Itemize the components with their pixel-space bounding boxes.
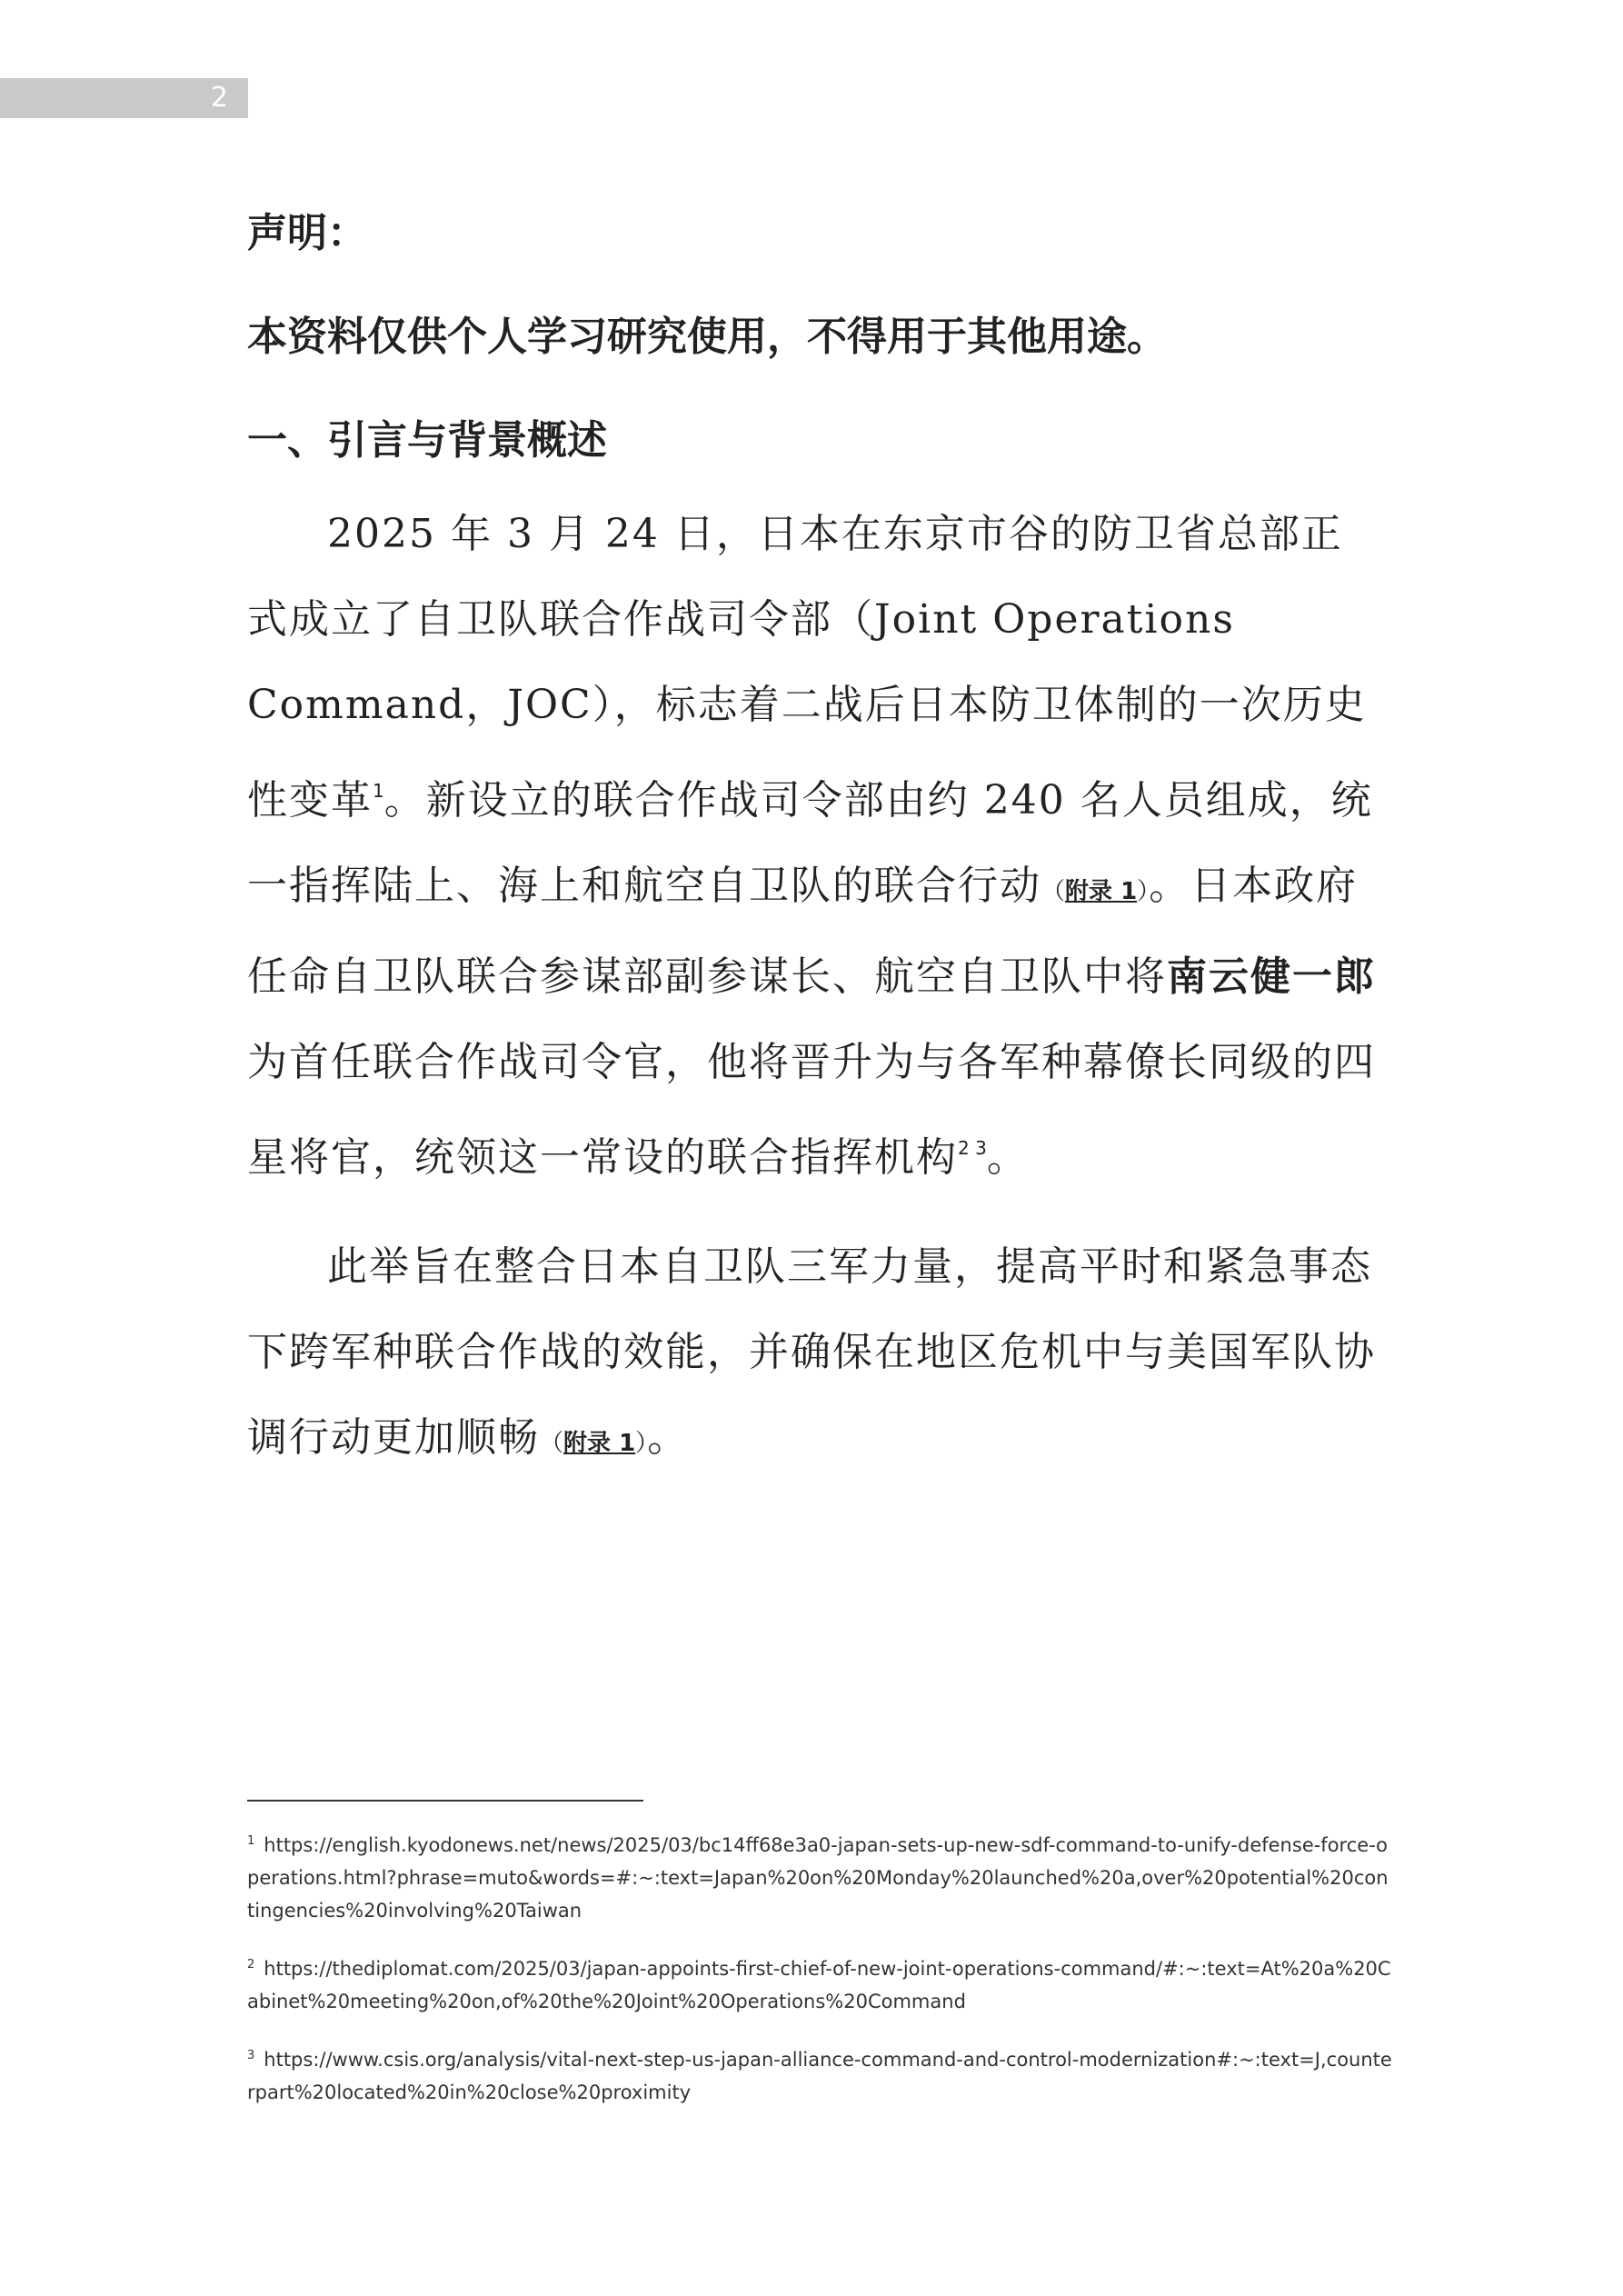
- footnote-ref-3[interactable]: 3: [975, 1137, 987, 1159]
- page-number: 2: [210, 82, 228, 114]
- footnote-2: [247, 1949, 1392, 2018]
- page-number-tab: [0, 78, 248, 118]
- para2-text-1: 此举旨在整合日本自卫队三军力量，提高平时和紧急事态下跨军种联合作战的效能，并确保在地区危机中与美国军队协调行动更加顺畅: [247, 1243, 1376, 1461]
- footnote-ref-1[interactable]: 1: [373, 780, 384, 802]
- appendix-ref-2[interactable]: （附录 1）: [540, 1430, 648, 1457]
- footnote-divider: [247, 1800, 643, 1802]
- footnote-mark: 1: [247, 1834, 255, 1848]
- footnote-ref-2[interactable]: 2: [958, 1137, 970, 1159]
- footnote-link[interactable]: https://thediplomat.com/2025/03/japan-appoints-first-chief-of-new-joint-operations-command/#:~:text=At%20a%20Cabinet%20meeting%20on,of%20the%20Joint%20Operations%20Command: [247, 1958, 1391, 2012]
- footnote-link[interactable]: https://www.csis.org/analysis/vital-next-step-us-japan-alliance-command-and-control-modernization#:~:text=J,counterpart%20located%20in%20close%20proximity: [247, 2049, 1392, 2103]
- commander-name: 南云健一郎: [1167, 953, 1376, 1000]
- footnote-3: [247, 2040, 1392, 2109]
- para1-text-5: 。: [986, 1134, 1029, 1181]
- disclaimer-text: 本资料仅供个人学习研究使用，不得用于其他用途。: [247, 314, 1167, 360]
- para1-text-1: 2025 年 3 月 24 日，日本在东京市谷的防卫省总部正式成立了自卫队联合作战司令部（Joint Operations Command，JOC），标志着二战后日本防卫体制的一次历史性变革: [247, 511, 1367, 824]
- document-body: [247, 205, 1383, 1486]
- footnote-mark: 3: [247, 2049, 255, 2062]
- disclaimer-title: 声明：: [247, 210, 367, 256]
- footnotes: [247, 1825, 1392, 2131]
- section-heading: 一、引言与背景概述: [247, 417, 607, 464]
- footnote-1: [247, 1825, 1392, 1927]
- intro-paragraph-1: [247, 492, 1383, 1201]
- intro-paragraph-2: [247, 1224, 1383, 1486]
- footnote-link[interactable]: https://english.kyodonews.net/news/2025/03/bc14ff68e3a0-japan-sets-up-new-sdf-command-to-unify-defense-force-operations.html?phrase=muto&words=#:~:text=Japan%20on%20Monday%20launched%20a,over%20potential%20contingencies%20involving%20Taiwan: [247, 1834, 1389, 1922]
- para2-text-2: 。: [647, 1414, 690, 1461]
- appendix-link-label[interactable]: 附录 1: [1065, 878, 1138, 905]
- appendix-link-label[interactable]: 附录 1: [563, 1430, 636, 1457]
- footnote-mark: 2: [247, 1958, 255, 1972]
- para1-text-4: 为首任联合作战司令官，他将晋升为与各军种幕僚长同级的四星将官，统领这一常设的联合指挥机构: [247, 1039, 1376, 1181]
- para1-text-2: 。新设立的联合作战司令部由约 240 名人员组成，统一指挥陆上、海上和航空自卫队的联合行动: [247, 777, 1373, 909]
- appendix-ref-1[interactable]: （附录 1）: [1041, 878, 1150, 905]
- para1-text-3: 。日本政府任命自卫队联合参谋部副参谋长、航空自卫队中将: [247, 863, 1359, 1000]
